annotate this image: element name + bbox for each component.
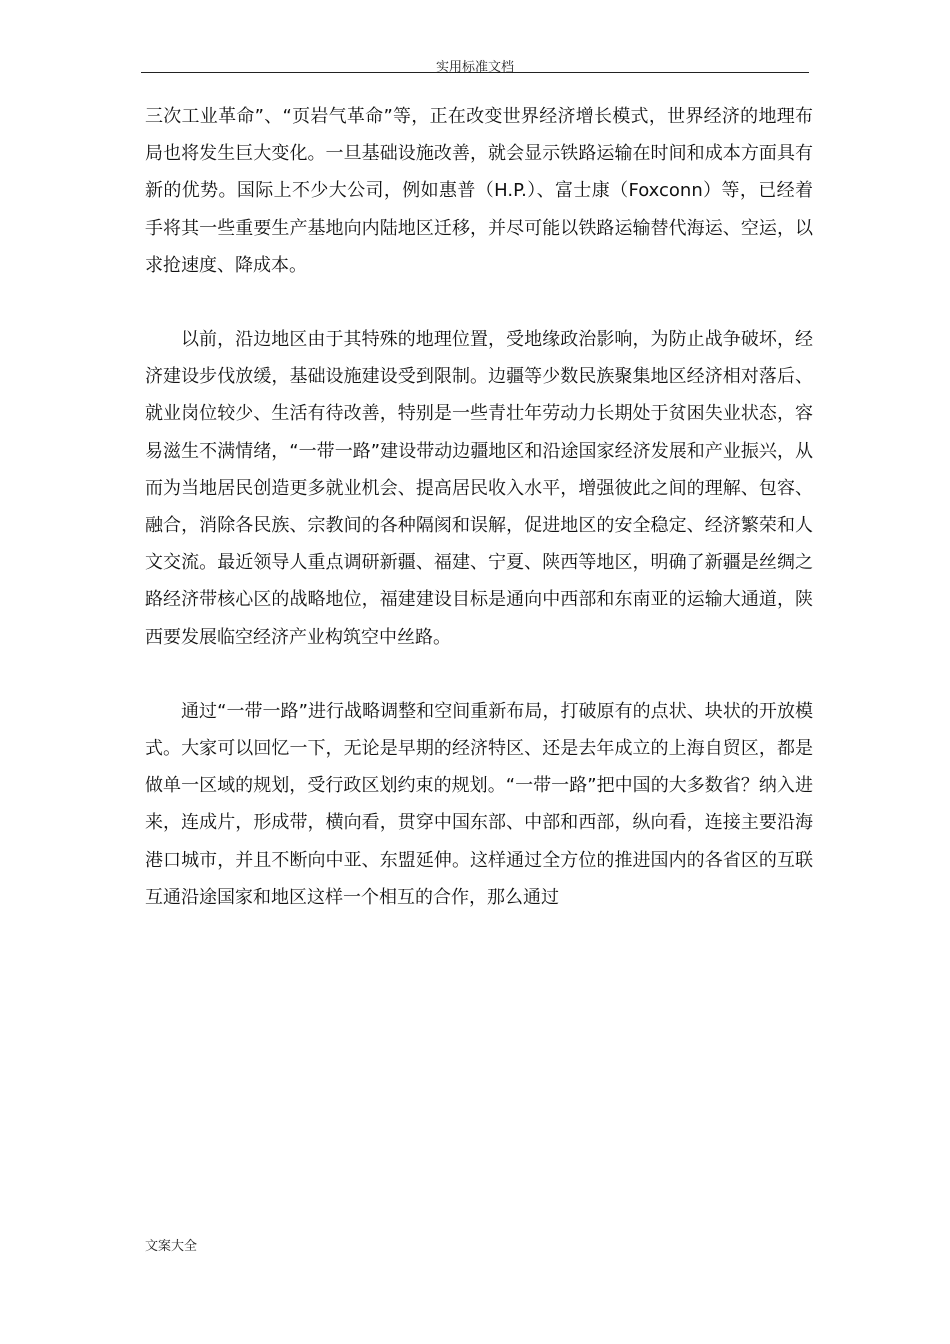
- page-footer-label: 文案大全: [145, 1239, 198, 1254]
- paragraph-3: 通过“一带一路”进行战略调整和空间重新布局，打破原有的点状、块状的开放模式。大家可以回忆一下，无论是早期的经济特区、还是去年成立的上海自贸区，都是做单一区域的规划，受行政区划约束的规划。“一带一路”把中国的大多数省？纳入进来，连成片，形成带，横向看，贯穿中国东部、中部和西部，纵向看，连接主要沿海港口城市，并且不断向中亚、东盟延伸。这样通过全方位的推进国内的各省区的互联互通沿途国家和地区这样一个相互的合作，那么通过: [145, 700, 813, 908]
- header-divider: [141, 72, 809, 73]
- document-body: [145, 98, 813, 916]
- page-header-title: 实用标准文档: [435, 60, 514, 75]
- paragraph-2: 以前，沿边地区由于其特殊的地理位置，受地缘政治影响，为防止战争破坏，经济建设步伐放缓，基础设施建设受到限制。边疆等少数民族聚集地区经济相对落后、就业岗位较少、生活有待改善，特别是一些青壮年劳动力长期处于贫困失业状态，容易滋生不满情绪，“一带一路”建设带动边疆地区和沿途国家经济发展和产业振兴，从而为当地居民创造更多就业机会、提高居民收入水平，增强彼此之间的理解、包容、融合，消除各民族、宗教间的各种隔阂和误解，促进地区的安全稳定、经济繁荣和人文交流。最近领导人重点调研新疆、福建、宁夏、陕西等地区，明确了新疆是丝绸之路经济带核心区的战略地位，福建建设目标是通向中西部和东南亚的运输大通道，陕西要发展临空经济产业构筑空中丝路。: [145, 329, 813, 648]
- paragraph-1: 三次工业革命”、“页岩气革命”等，正在改变世界经济增长模式，世界经济的地理布局也将发生巨大变化。一旦基础设施改善，就会显示铁路运输在时间和成本方面具有新的优势。国际上不少大公司，例如惠普（H.P.）、富士康（Foxconn）等，已经着手将其一些重要生产基地向内陆地区迁移，并尽可能以铁路运输替代海运、空运，以求抢速度、降成本。: [145, 106, 813, 276]
